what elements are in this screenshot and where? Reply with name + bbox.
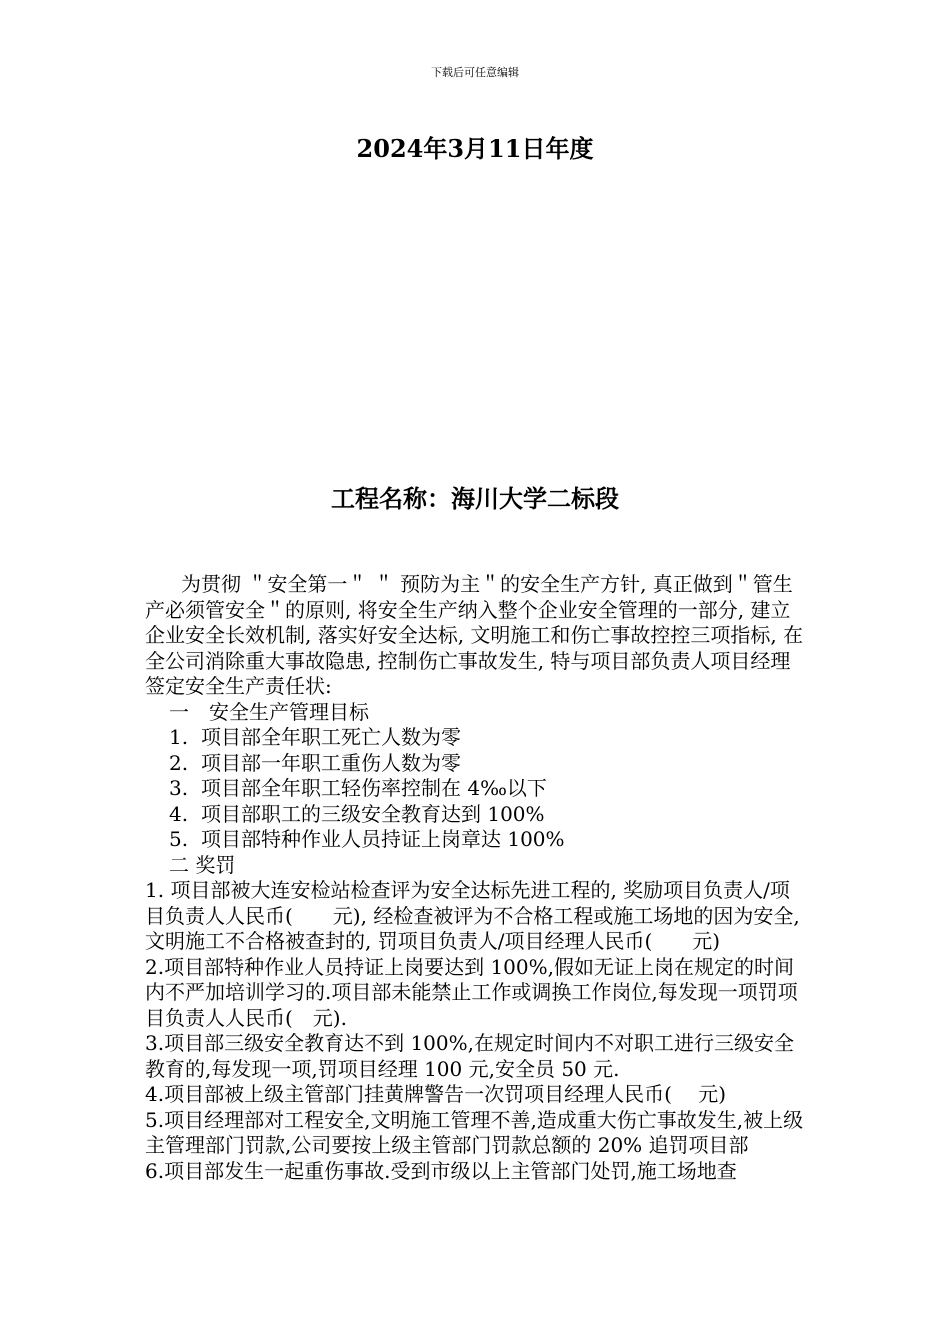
goal-item [145, 751, 809, 777]
document-title: 2024年3月11日年度 [356, 134, 594, 163]
penalty-paragraph: 1. 项目部被大连安检站检查评为安全达标先进工程的, 奖励项目负责人/项目负责人人民币( 元), 经检查被评为不合格工程或施工场地的因为安全, 文明施工不合格被查封的, 罚项目负责人/项目经理人民币( 元) [145, 878, 800, 953]
penalty-paragraph: 2.项目部特种作业人员持证上岗要达到 100%,假如无证上岗在规定的时间内不严加培训学习的.项目部未能禁止工作或调换工作岗位,每发现一项罚项目负责人人民币( 元). [145, 954, 798, 1030]
goal-item-text: 项目部全年职工轻伤率控制在 4‰以下 [201, 776, 547, 800]
project-name: 工程名称：海川大学二标段 [331, 484, 619, 513]
goal-item-text: 项目部特种作业人员持证上岗章达 100% [201, 827, 565, 851]
penalty-paragraph: 6.项目部发生一起重伤事故.受到市级以上主管部门处罚,施工场地查 [145, 1158, 737, 1183]
document-body [145, 572, 809, 1184]
goal-item-text: 项目部全年职工死亡人数为零 [201, 725, 461, 749]
section-heading-goals: 一 安全生产管理目标 [169, 699, 369, 724]
penalty-paragraph: 4.项目部被上级主管部门挂黄牌警告一次罚项目经理人民币( 元) [145, 1082, 727, 1106]
goal-item-number: 4. [169, 801, 189, 826]
goal-item-number: 1. [169, 725, 189, 749]
goal-item [145, 802, 809, 828]
goal-item [145, 827, 809, 853]
section-heading-rewards-penalties: 二 奖罚 [169, 852, 236, 877]
penalty-paragraph: 5.项目经理部对工程安全,文明施工管理不善,造成重大伤亡事故发生,被上级主管理部门罚款,公司要按上级主管部门罚款总额的 20% 追罚项目部 [145, 1107, 804, 1157]
goal-item-text: 项目部一年职工重伤人数为零 [201, 750, 461, 775]
goal-item-number: 3. [169, 776, 189, 800]
intro-paragraph: 为贯彻 ＂安全第一＂ ＂ 预防为主＂的安全生产方针, 真正做到＂管生产必须管安全＂的原则, 将安全生产纳入整个企业安全管理的一部分, 建立企业安全长效机制, 落实好安全达标, 文明施工和伤亡事故控控三项指标, 在全公司消除重大事故隐患, 控制伤亡事故发生, 特与项目部负责人项目经理签定安全生产责任状: [145, 572, 804, 698]
goal-item-number: 2. [169, 750, 189, 775]
goal-item-number: 5. [169, 827, 189, 851]
goal-item [145, 725, 809, 751]
goal-item-text: 项目部职工的三级安全教育达到 100% [201, 801, 545, 826]
header-note: 下载后可任意编辑 [431, 66, 519, 79]
penalty-paragraph: 3.项目部三级安全教育达不到 100%,在规定时间内不对职工进行三级安全教育的,每发现一项,罚项目经理 100 元,安全员 50 元. [145, 1031, 794, 1081]
goal-item [145, 776, 809, 802]
